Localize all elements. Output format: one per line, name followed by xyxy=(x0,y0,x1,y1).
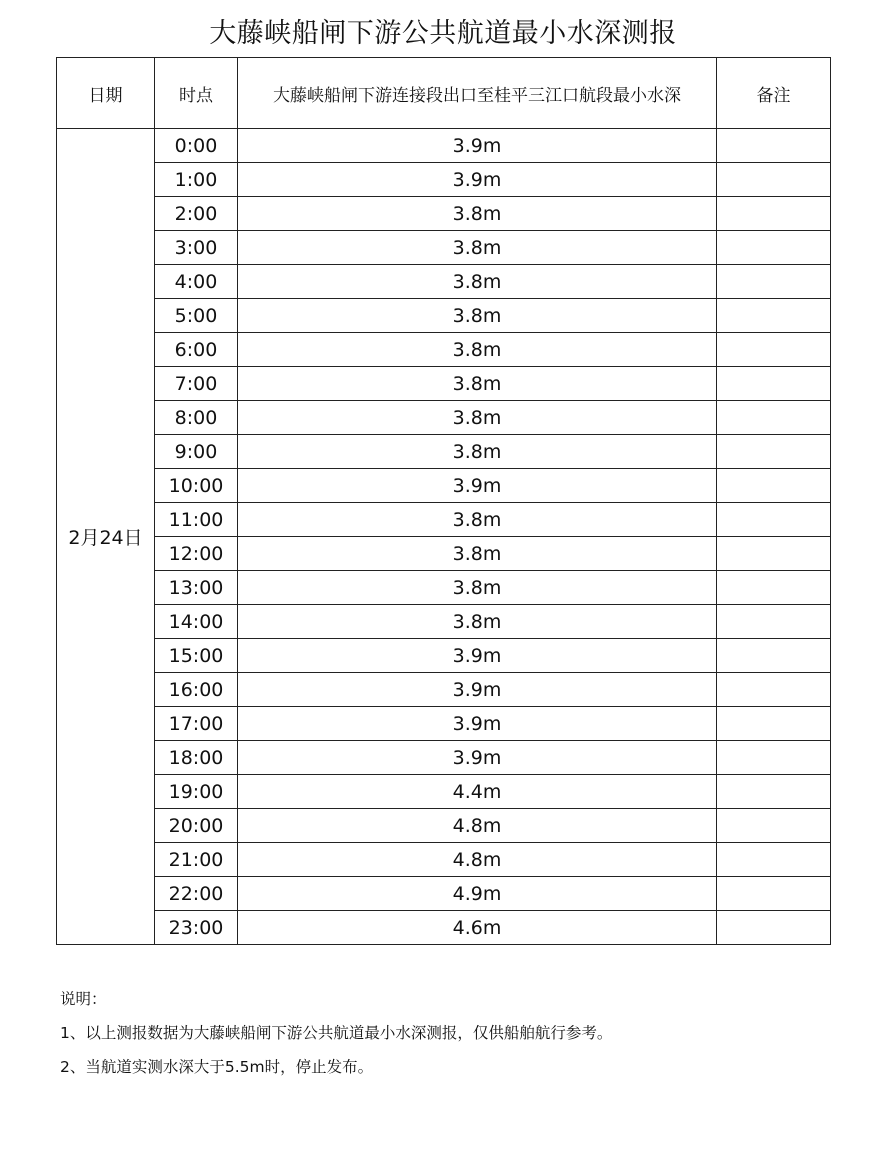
remark-cell xyxy=(717,299,831,333)
depth-cell: 4.8m xyxy=(238,843,717,877)
depth-cell: 3.8m xyxy=(238,605,717,639)
depth-cell: 4.4m xyxy=(238,775,717,809)
time-cell: 14:00 xyxy=(155,605,238,639)
remark-cell xyxy=(717,707,831,741)
table-row xyxy=(57,265,831,299)
date-cell: 2月24日 xyxy=(57,129,155,945)
depth-cell: 3.8m xyxy=(238,503,717,537)
table-row xyxy=(57,843,831,877)
time-cell: 7:00 xyxy=(155,367,238,401)
remark-cell xyxy=(717,639,831,673)
depth-cell: 3.9m xyxy=(238,639,717,673)
table-row xyxy=(57,571,831,605)
table-row xyxy=(57,129,831,163)
time-cell: 2:00 xyxy=(155,197,238,231)
table-row xyxy=(57,333,831,367)
depth-cell: 3.8m xyxy=(238,367,717,401)
time-cell: 3:00 xyxy=(155,231,238,265)
remark-cell xyxy=(717,809,831,843)
table-row xyxy=(57,163,831,197)
note-item-1: 1、以上测报数据为大藤峡船闸下游公共航道最小水深测报，仅供船舶航行参考。 xyxy=(60,1024,613,1042)
time-cell: 16:00 xyxy=(155,673,238,707)
remark-cell xyxy=(717,129,831,163)
depth-cell: 3.9m xyxy=(238,741,717,775)
page-title: 大藤峡船闸下游公共航道最小水深测报 xyxy=(209,18,677,49)
remark-cell xyxy=(717,775,831,809)
header-date: 日期 xyxy=(57,58,155,129)
table-row xyxy=(57,537,831,571)
note-item-2: 2、当航道实测水深大于5.5m时，停止发布。 xyxy=(60,1058,374,1076)
header-time: 时点 xyxy=(155,58,238,129)
remark-cell xyxy=(717,503,831,537)
time-cell: 21:00 xyxy=(155,843,238,877)
depth-cell: 3.8m xyxy=(238,333,717,367)
depth-report-table xyxy=(56,57,831,945)
time-cell: 0:00 xyxy=(155,129,238,163)
remark-cell xyxy=(717,877,831,911)
depth-cell: 3.8m xyxy=(238,231,717,265)
table-row xyxy=(57,231,831,265)
time-cell: 5:00 xyxy=(155,299,238,333)
remark-cell xyxy=(717,401,831,435)
remark-cell xyxy=(717,537,831,571)
table-row xyxy=(57,401,831,435)
table-row xyxy=(57,911,831,945)
time-cell: 17:00 xyxy=(155,707,238,741)
time-cell: 15:00 xyxy=(155,639,238,673)
depth-cell: 3.8m xyxy=(238,435,717,469)
depth-cell: 3.9m xyxy=(238,129,717,163)
depth-cell: 4.9m xyxy=(238,877,717,911)
remark-cell xyxy=(717,605,831,639)
time-cell: 1:00 xyxy=(155,163,238,197)
time-cell: 12:00 xyxy=(155,537,238,571)
table-row xyxy=(57,775,831,809)
remark-cell xyxy=(717,435,831,469)
table-row xyxy=(57,367,831,401)
depth-cell: 3.9m xyxy=(238,673,717,707)
time-cell: 6:00 xyxy=(155,333,238,367)
depth-cell: 3.9m xyxy=(238,469,717,503)
time-cell: 11:00 xyxy=(155,503,238,537)
depth-cell: 3.9m xyxy=(238,707,717,741)
remark-cell xyxy=(717,571,831,605)
remark-cell xyxy=(717,911,831,945)
remark-cell xyxy=(717,197,831,231)
time-cell: 4:00 xyxy=(155,265,238,299)
table-row xyxy=(57,435,831,469)
time-cell: 8:00 xyxy=(155,401,238,435)
depth-cell: 3.8m xyxy=(238,197,717,231)
time-cell: 9:00 xyxy=(155,435,238,469)
depth-cell: 3.8m xyxy=(238,265,717,299)
table-row xyxy=(57,877,831,911)
table-row xyxy=(57,707,831,741)
remark-cell xyxy=(717,673,831,707)
notes-section xyxy=(60,982,840,1084)
time-cell: 18:00 xyxy=(155,741,238,775)
remark-cell xyxy=(717,469,831,503)
header-min-depth: 大藤峡船闸下游连接段出口至桂平三江口航段最小水深 xyxy=(238,58,717,129)
time-cell: 10:00 xyxy=(155,469,238,503)
remark-cell xyxy=(717,367,831,401)
depth-cell: 4.6m xyxy=(238,911,717,945)
time-cell: 13:00 xyxy=(155,571,238,605)
time-cell: 23:00 xyxy=(155,911,238,945)
depth-cell: 3.8m xyxy=(238,537,717,571)
table-row xyxy=(57,639,831,673)
depth-cell: 3.8m xyxy=(238,571,717,605)
remark-cell xyxy=(717,265,831,299)
table-row xyxy=(57,503,831,537)
depth-cell: 3.9m xyxy=(238,163,717,197)
notes-heading: 说明： xyxy=(60,990,107,1008)
time-cell: 19:00 xyxy=(155,775,238,809)
depth-cell: 4.8m xyxy=(238,809,717,843)
table-row xyxy=(57,809,831,843)
time-cell: 22:00 xyxy=(155,877,238,911)
depth-cell: 3.8m xyxy=(238,299,717,333)
table-row xyxy=(57,469,831,503)
remark-cell xyxy=(717,163,831,197)
table-row xyxy=(57,197,831,231)
table-row xyxy=(57,605,831,639)
table-row xyxy=(57,673,831,707)
remark-cell xyxy=(717,741,831,775)
remark-cell xyxy=(717,333,831,367)
remark-cell xyxy=(717,843,831,877)
time-cell: 20:00 xyxy=(155,809,238,843)
table-body xyxy=(57,129,831,945)
table-row xyxy=(57,741,831,775)
remark-cell xyxy=(717,231,831,265)
table-row xyxy=(57,299,831,333)
depth-cell: 3.8m xyxy=(238,401,717,435)
table-header-row xyxy=(57,58,831,129)
header-remark: 备注 xyxy=(717,58,831,129)
